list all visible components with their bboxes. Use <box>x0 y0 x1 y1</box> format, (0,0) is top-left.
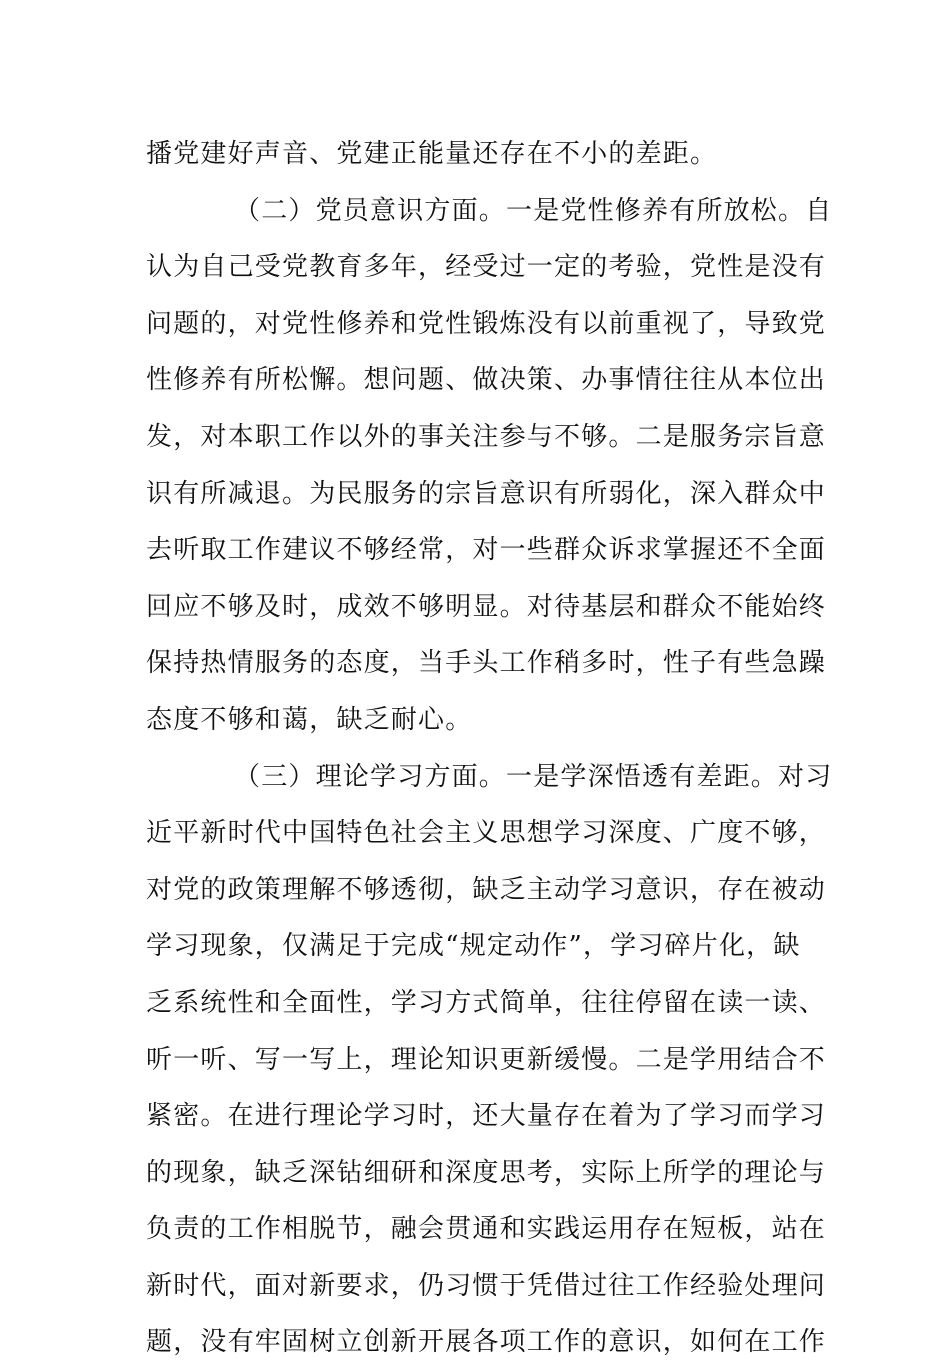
text-line: 负责的工作相脱节，融会贯通和实践运用存在短板，站在 <box>146 1214 827 1245</box>
text-line: 近平新时代中国特色社会主义思想学习深度、广度不够， <box>146 818 827 849</box>
text-line: 问题的，对党性修养和党性锻炼没有以前重视了，导致党 <box>146 308 827 339</box>
text-line: 认为自己受党教育多年，经受过一定的考验，党性是没有 <box>146 252 827 283</box>
text-line: 识有所减退。为民服务的宗旨意识有所弱化，深入群众中 <box>146 478 827 509</box>
text-line: 回应不够及时，成效不够明显。对待基层和群众不能始终 <box>146 591 827 622</box>
text-line: 乏系统性和全面性，学习方式简单，往往停留在读一读、 <box>146 987 827 1018</box>
section-heading-line: （三）理论学习方面。一是学深悟透有差距。对习 <box>234 761 833 792</box>
text-line: 学习现象，仅满足于完成“规定动作”，学习碎片化，缺 <box>146 931 801 962</box>
text-line: 新时代，面对新要求，仍习惯于凭借过往工作经验处理问 <box>146 1270 827 1301</box>
text-line: 听一听、写一写上，理论知识更新缓慢。二是学用结合不 <box>146 1044 827 1075</box>
text-line: 性修养有所松懈。想问题、做决策、办事情往往从本位出 <box>146 365 827 396</box>
text-line: 保持热情服务的态度，当手头工作稍多时，性子有些急躁 <box>146 648 827 679</box>
text-line: 播党建好声音、党建正能量还存在不小的差距。 <box>146 139 718 169</box>
body-text <box>146 126 833 1371</box>
text-line: 对党的政策理解不够透彻，缺乏主动学习意识，存在被动 <box>146 874 827 905</box>
section-heading-line: （二）党员意识方面。一是党性修养有所放松。自 <box>234 195 833 226</box>
text-line: 题，没有牢固树立创新开展各项工作的意识，如何在工作 <box>146 1327 827 1358</box>
text-line: 态度不够和蔼，缺乏耐心。 <box>146 704 473 735</box>
text-line: 的现象，缺乏深钻细研和深度思考，实际上所学的理论与 <box>146 1157 827 1188</box>
text-line: 发，对本职工作以外的事关注参与不够。二是服务宗旨意 <box>146 421 827 452</box>
text-line: 去听取工作建议不够经常，对一些群众诉求掌握还不全面 <box>146 535 827 566</box>
text-line: 紧密。在进行理论学习时，还大量存在着为了学习而学习 <box>146 1101 827 1132</box>
